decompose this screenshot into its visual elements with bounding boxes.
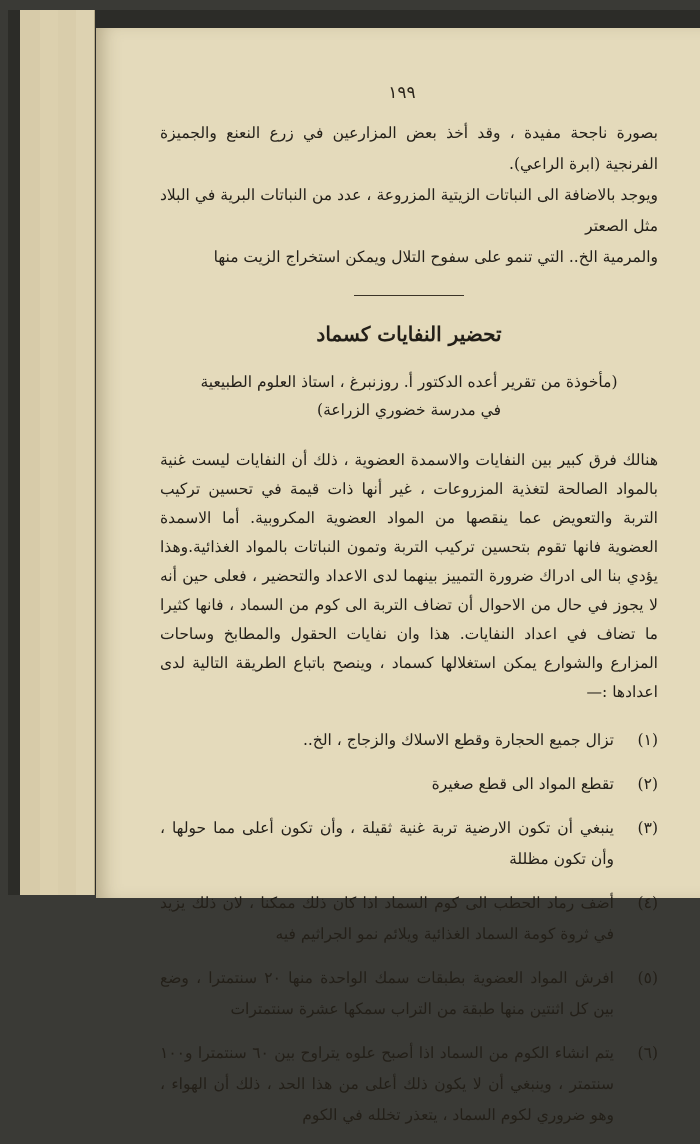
intro-line-1: بصورة ناجحة مفيدة ، وقد أخذ بعض المزارعين في زرع النعنع والجميزة الفرنجية (ابرة الراعي).: [160, 124, 658, 173]
list-item: [160, 813, 658, 875]
list-item: [160, 725, 658, 756]
step-number: (٢): [637, 775, 658, 793]
step-number: (١): [637, 731, 658, 749]
step-number: (٥): [637, 969, 658, 987]
body-paragraph: هنالك فرق كبير بين النفايات والاسمدة العضوية ، ذلك أن النفايات ليست غنية بالمواد الصالحة لتغذية المزروعات ، غير أنها ذات قيمة في تحسين تركيب التربة والتعويض عما ينقصها من المواد العضوية المكروبية. أما الاسمدة العضوية فانها تقوم بتحسين تركيب التربة وتمون النباتات بالمواد الغذائية.وهذا يؤدي بنا الى ادراك ضرورة التمييز بينهما لدى الاعداد والتحضير ، فعلى حين أنه لا يجوز في حال من الاحوال أن تضاف التربة الى كوم من السماد ، فانها كثيرا ما تضاف في اعداد النفايات. هذا وان نفايات الحقول والمطابخ وساحات المزارع والشوارع يمكن استغلالها كسماد ، وينصح باتباع الطريقة التالية لدى اعدادها :—: [160, 451, 658, 701]
page-edge-3: [58, 10, 77, 895]
step-text: أضف رماد الحطب الى كوم السماد اذا كان ذلك ممكنا ، لان ذلك يزيد في ثروة كومة السماد الغذائية ويلائم نمو الجراثيم فيه: [160, 894, 614, 943]
book-scan: [8, 10, 700, 1124]
step-text: تقطع المواد الى قطع صغيرة: [431, 775, 614, 793]
page-edge-2: [40, 10, 59, 895]
page-content: [160, 118, 658, 1144]
step-number: (٣): [637, 819, 658, 837]
list-item: [160, 1038, 658, 1131]
source-note: [160, 368, 658, 424]
source-line-2: في مدرسة خضوري الزراعة): [317, 401, 501, 419]
step-text: يتم انشاء الكوم من السماد اذا أصبح علوه يتراوح بين ٦٠ سنتمترا و١٠٠ سنتمتر ، وينبغي أن لا يكون ذلك أعلى من هذا الحد ، ذلك أن الهواء ، وهو ضروري لكوم السماد ، يتعذر تخلله في الكوم: [160, 1044, 614, 1124]
section-divider: [354, 295, 464, 296]
page-edge-1: [20, 10, 41, 895]
intro-paragraph: [160, 118, 658, 273]
page-edge-4: [76, 10, 95, 895]
intro-line-2: ويوجد بالاضافة الى النباتات الزيتية المزروعة ، عدد من النباتات البرية في البلاد مثل الصعتر: [160, 186, 658, 235]
steps-list: [160, 725, 658, 1131]
source-line-1: (مأخوذة من تقرير أعده الدكتور أ. روزنبرغ ، استاذ العلوم الطبيعية: [200, 373, 618, 391]
list-item: [160, 888, 658, 950]
step-text: افرش المواد العضوية بطبقات سمك الواحدة منها ٢٠ سنتمترا ، وضع بين كل اثنتين منها طبقة من التراب سمكها عشرة سنتمترات: [160, 969, 614, 1018]
list-item: [160, 769, 658, 800]
step-number: (٤): [637, 894, 658, 912]
page: [96, 28, 700, 1124]
section-title: تحضير النفايات كسماد: [316, 322, 502, 346]
step-text: تزال جميع الحجارة وقطع الاسلاك والزجاج ، الخ..: [302, 731, 614, 749]
page-number: ١٩٩: [388, 83, 416, 103]
list-item: [160, 963, 658, 1025]
step-text: ينبغي أن تكون الارضية تربة غنية ثقيلة ، وأن تكون أعلى مما حولها ، وأن تكون مظللة: [160, 819, 614, 868]
intro-line-3: والمرمية الخ.. التي تنمو على سفوح التلال ويمكن استخراج الزيت منها: [213, 248, 658, 266]
step-number: (٦): [637, 1044, 658, 1062]
